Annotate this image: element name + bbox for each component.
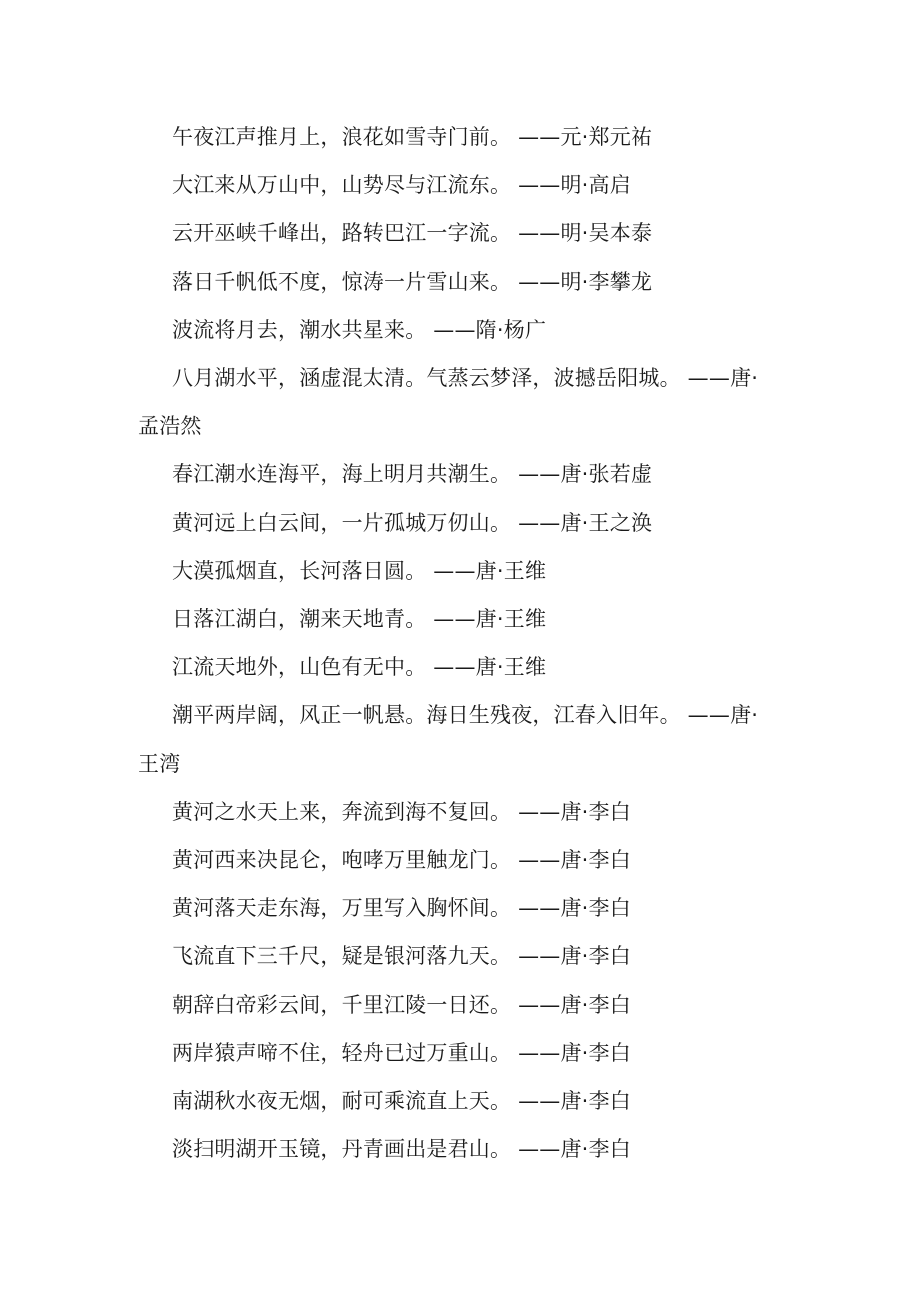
poem-line: 南湖秋水夜无烟，耐可乘流直上天。 ——唐·李白: [172, 1089, 631, 1114]
poem-line: 两岸猿声啼不住，轻舟已过万重山。 ——唐·李白: [172, 1040, 631, 1065]
poem-line: 日落江湖白，潮来天地青。 ——唐·王维: [172, 607, 547, 632]
poem-list: [138, 113, 778, 1173]
poem-line: 黄河远上白云间，一片孤城万仞山。 ——唐·王之涣: [172, 510, 653, 535]
poem-line: 落日千帆低不度，惊涛一片雪山来。 ——明·李攀龙: [172, 269, 653, 294]
poem-line: 飞流直下三千尺，疑是银河落九天。 ——唐·李白: [172, 944, 631, 969]
poem-line: 黄河西来决昆仑，咆哮万里触龙门。 ——唐·李白: [172, 848, 631, 873]
poem-line: 黄河之水天上来，奔流到海不复回。 ——唐·李白: [172, 799, 631, 824]
poem-line: 大漠孤烟直，长河落日圆。 ——唐·王维: [172, 558, 547, 583]
poem-line: 大江来从万山中，山势尽与江流东。 ——明·高启: [172, 173, 631, 198]
poem-line: 黄河落天走东海，万里写入胸怀间。 ——唐·李白: [172, 896, 631, 921]
poem-line: 江流天地外，山色有无中。 ——唐·王维: [172, 655, 547, 680]
poem-line: 淡扫明湖开玉镜，丹青画出是君山。 ——唐·李白: [172, 1137, 631, 1162]
poem-line: 午夜江声推月上，浪花如雪寺门前。 ——元·郑元祐: [172, 125, 653, 149]
poem-line: 云开巫峡千峰出，路转巴江一字流。 ——明·吴本泰: [172, 221, 653, 246]
poem-line: 八月湖水平，涵虚混太清。气蒸云梦泽，波撼岳阳城。 ——唐·孟浩然: [138, 366, 759, 439]
poem-line: 春江潮水连海平，海上明月共潮生。 ——唐·张若虚: [172, 462, 653, 487]
poem-line: 朝辞白帝彩云间，千里江陵一日还。 ——唐·李白: [172, 992, 631, 1017]
poem-line: 波流将月去，潮水共星来。 ——隋·杨广: [172, 317, 547, 342]
poem-line: 潮平两岸阔，风正一帆悬。海日生残夜，江春入旧年。 ——唐·王湾: [138, 703, 759, 776]
